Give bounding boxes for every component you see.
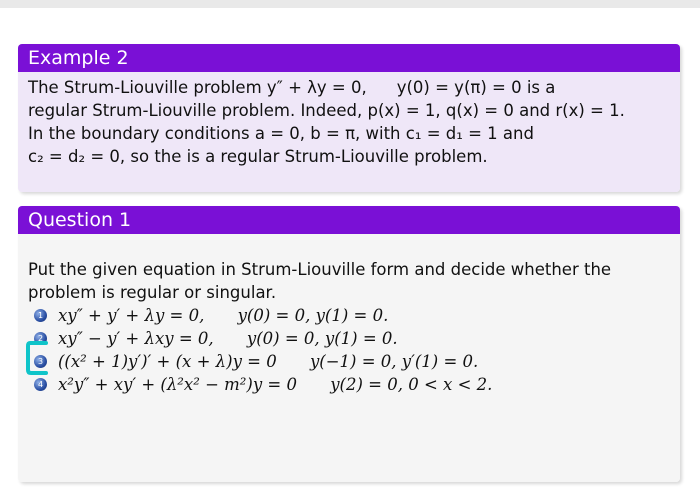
numbered-bullet-icon: 3 — [34, 355, 47, 368]
question-item-2 — [28, 327, 672, 350]
item-conditions: y(−1) = 0, y′(1) = 0. — [309, 352, 479, 371]
question-intro-line-2: problem is regular or singular. — [28, 283, 277, 302]
example-block — [18, 44, 680, 192]
item-equation: x²y″ + xy′ + (λ²x² − m²)y = 0 — [58, 375, 297, 394]
example-title: Example 2 — [18, 44, 680, 72]
item-conditions: y(2) = 0, 0 < x < 2. — [330, 375, 493, 394]
top-strip — [0, 0, 700, 8]
question-body — [18, 234, 680, 482]
question-item-1 — [28, 304, 672, 327]
bracket-annotation-icon — [26, 340, 48, 376]
example-line-2: regular Strum-Liouville problem. Indeed, p(x) = 1, q(x) = 0 and r(x) = 1. — [28, 101, 625, 120]
example-line-3: In the boundary conditions a = 0, b = π, with c₁ = d₁ = 1 and — [28, 124, 534, 143]
example-line-4: c₂ = d₂ = 0, so the is a regular Strum-Liouville problem. — [28, 147, 488, 166]
item-equation: ((x² + 1)y′)′ + (x + λ)y = 0 — [58, 352, 277, 371]
example-line-1: The Strum-Liouville problem y″ + λy = 0, y(0) = y(π) = 0 is a — [28, 78, 556, 97]
question-item-3 — [28, 350, 672, 373]
question-item-4 — [28, 373, 672, 396]
item-equation: xy″ + y′ + λy = 0, — [58, 306, 205, 325]
question-block — [18, 206, 680, 482]
item-conditions: y(0) = 0, y(1) = 0. — [237, 306, 389, 325]
numbered-bullet-icon: 1 — [34, 309, 47, 322]
example-body — [18, 72, 680, 192]
question-intro-line-1: Put the given equation in Strum-Liouville form and decide whether the — [28, 260, 612, 279]
item-conditions: y(0) = 0, y(1) = 0. — [246, 329, 398, 348]
numbered-bullet-icon: 4 — [34, 378, 47, 391]
item-equation: xy″ − y′ + λxy = 0, — [58, 329, 214, 348]
numbered-bullet-icon: 2 — [34, 332, 47, 345]
question-title: Question 1 — [18, 206, 680, 234]
